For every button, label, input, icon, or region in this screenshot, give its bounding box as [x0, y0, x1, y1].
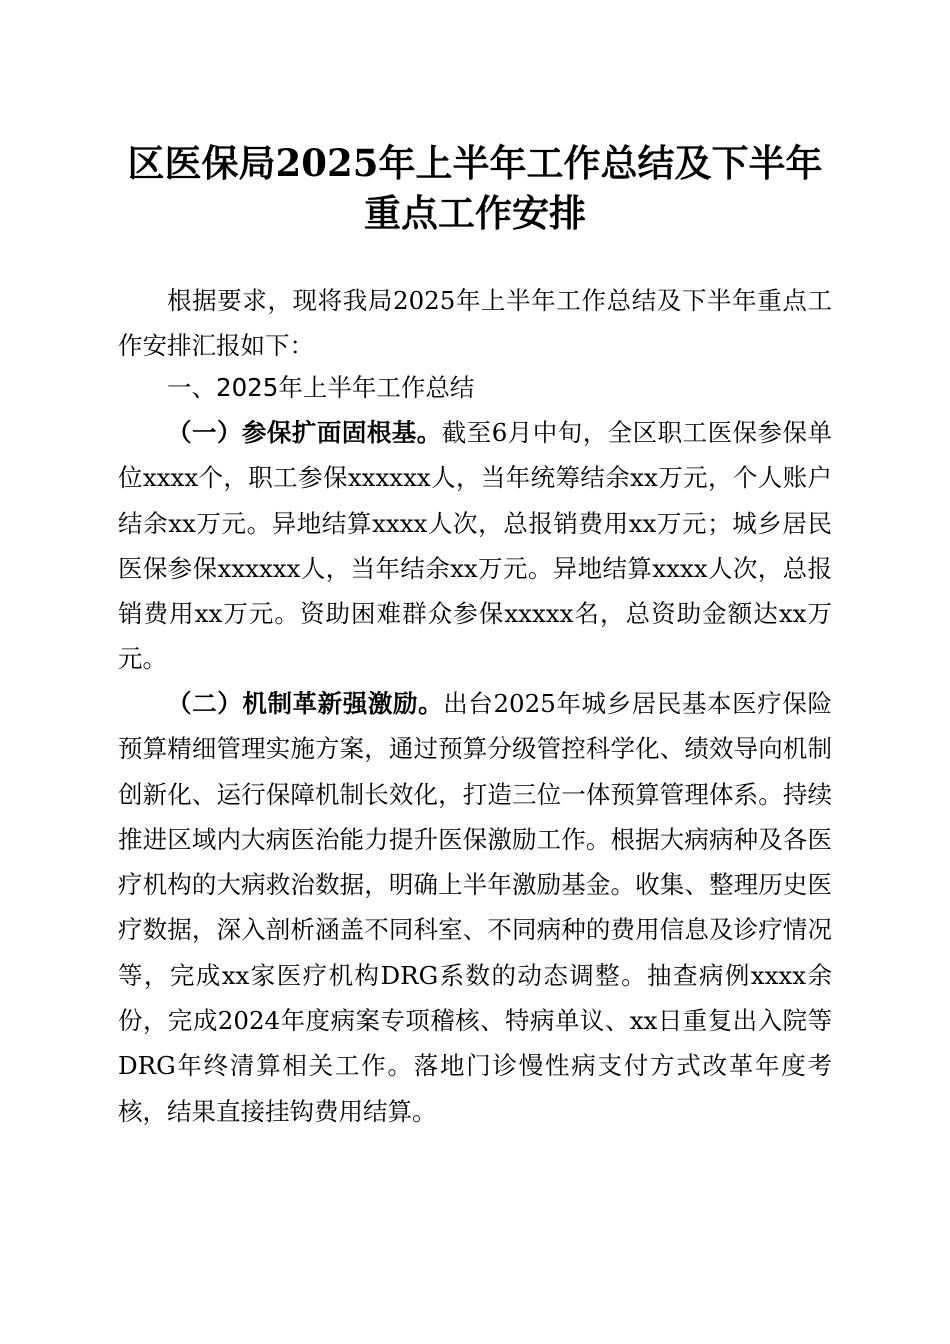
- item-2-lead: （二）机制革新强激励。: [167, 689, 444, 718]
- item-2-text: 出台2025年城乡居民基本医疗保险预算精细管理实施方案，通过预算分级管控科学化、绩效导向机制创新化、运行保障机制长效化，打造三位一体预算管理体系。持续推进区域内大病医治能力提升医保激励工作。根据大病病种及各医疗机构的大病救治数据，明确上半年激励基金。收集、整理历史医疗数据，深入剖析涵盖不同科室、不同病种的费用信息及诊疗情况等，完成xx家医疗机构DRG系数的动态调整。抽查病例xxxx余份，完成2024年度病案专项稽核、特病单议、xx日重复出入院等DRG年终清算相关工作。落地门诊慢性病支付方式改革年度考核，结果直接挂钩费用结算。: [118, 689, 832, 1126]
- section-heading: 一、2025年上半年工作总结: [167, 373, 475, 402]
- paragraph-item-1: [118, 410, 832, 682]
- item-1-text: 截至6月中旬，全区职工医保参保单位xxxx个，职工参保xxxxxx人，当年统筹结余xx万元，个人账户结余xx万元。异地结算xxxx人次，总报销费用xx万元；城乡居民医保参保xxxxxx人，当年结余xx万元。异地结算xxxx人次，总报销费用xx万元。资助困难群众参保xxxxx名，总资助金额达xx万元。: [118, 418, 832, 674]
- item-1-lead: （一）参保扩面固根基。: [167, 418, 442, 447]
- intro-paragraph: 根据要求，现将我局2025年上半年工作总结及下半年重点工作安排汇报如下：: [118, 286, 832, 361]
- paragraph-item-2: [118, 681, 832, 1134]
- document-title: 区医保局2025年上半年工作总结及下半年重点工作安排: [127, 141, 823, 235]
